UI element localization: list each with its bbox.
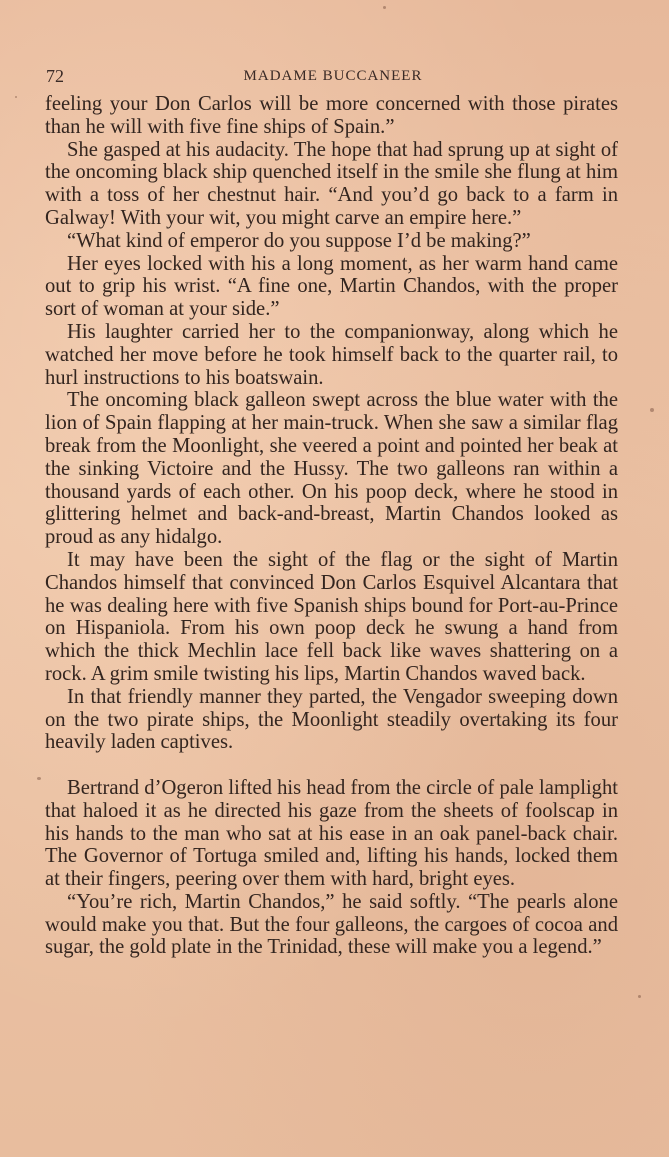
paragraph: In that friendly manner they parted, the Vengador sweeping down on the two pirate ships, the Moonlight steadily overtaking its four heavily laden captives.: [45, 685, 618, 754]
paper-speck: [383, 6, 386, 9]
paragraph: “What kind of emperor do you suppose I’d be making?”: [67, 229, 531, 252]
paper-speck: [638, 995, 641, 998]
paper-speck: [37, 777, 41, 780]
paragraph: “You’re rich, Martin Chandos,” he said softly. “The pearls alone would make you that. But the four galleons, the cargoes of cocoa and sugar, the gold plate in the Trinidad, these will make you a legend.”: [45, 890, 618, 959]
paper-speck: [15, 96, 17, 98]
running-head: MADAME BUCCANEER: [243, 68, 423, 84]
paper-speck: [650, 408, 654, 412]
body-text: [45, 93, 618, 959]
paragraph: It may have been the sight of the flag or the sight of Martin Chandos himself that convinced Don Carlos Esquivel Alcantara that he was dealing here with five Spanish ships bound for Port-au-Prince on Hispaniola. From his own poop deck he swung a hand from which the thick Mechlin lace fell back like waves shattering on a rock. A grim smile twisting his lips, Martin Chandos waved back.: [45, 548, 618, 685]
paragraph: Her eyes locked with his a long moment, as her warm hand came out to grip his wrist. “A fine one, Martin Chandos, with the proper sort of woman at your side.”: [45, 252, 618, 321]
page-number: 72: [46, 66, 64, 86]
paragraph: His laughter carried her to the companionway, along which he watched her move before he took himself back to the quarter rail, to hurl instructions to his boatswain.: [45, 320, 618, 389]
paragraph: The oncoming black galleon swept across the blue water with the lion of Spain flapping at her main-truck. When she saw a similar flag break from the Moonlight, she veered a point and pointed her beak at the sinking Victoire and the Hussy. The two galleons ran within a thousand yards of each other. On his poop deck, where he stood in glittering helmet and back-and-breast, Martin Chandos looked as proud as any hidalgo.: [45, 389, 618, 549]
paragraph: Bertrand d’Ogeron lifted his head from the circle of pale lamplight that haloed it as he directed his gaze from the sheets of foolscap in his hands to the man who sat at his ease in an oak panel-back chair. The Governor of Tortuga smiled and, lifting his hands, locked them at their fingers, peering over them with hard, bright eyes.: [45, 776, 618, 891]
page-header: [46, 66, 620, 92]
paragraph: feeling your Don Carlos will be more concerned with those pirates than he will with five fine ships of Spain.”: [45, 93, 618, 138]
paragraph: She gasped at his audacity. The hope that had sprung up at sight of the oncoming black ship quenched itself in the smile she flung at him with a toss of her chestnut hair. “And you’d go back to a farm in Galway! With your wit, you might carve an empire here.”: [45, 138, 618, 229]
